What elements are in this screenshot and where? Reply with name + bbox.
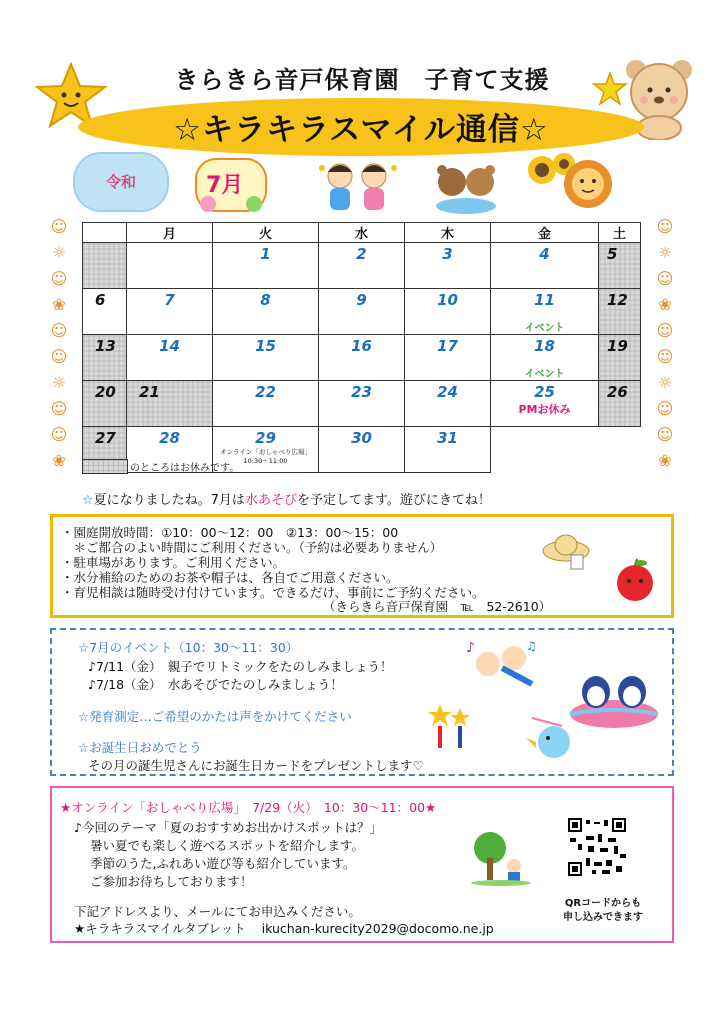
day-cell: 1 — [213, 243, 319, 289]
day-cell: 15 — [213, 335, 319, 381]
day-cell: 10 — [405, 289, 491, 335]
apple-character-icon — [613, 557, 657, 603]
day-cell: 20 — [83, 381, 127, 427]
day-cell: 7 — [127, 289, 213, 335]
apply-instructions: 下記アドレスより、メールにてお申込みください。 — [74, 904, 361, 919]
day-cell: 22 — [213, 381, 319, 427]
qr-code-icon[interactable] — [568, 818, 626, 876]
day-cell: 4 — [491, 243, 599, 289]
online-line: 季節のうた,ふれあい遊び等も紹介しています。 — [90, 856, 356, 871]
online-line: 暑い夏でも楽しく遊べるスポットを紹介します。 — [90, 838, 365, 853]
calendar-week-row — [83, 243, 641, 289]
day-cell: 14 — [127, 335, 213, 381]
era-badge: 令和 — [73, 152, 169, 212]
online-line: ご参加お待ちしております！ — [90, 874, 253, 889]
july-events-box — [50, 628, 674, 776]
summer-message: ☆夏になりましたね。7月は水あそびを予定してます。遊びにきてね！ — [82, 493, 491, 508]
sunhat-icon — [541, 527, 591, 571]
online-note: オンライン「おしゃべり広場」 — [220, 448, 311, 456]
garden-open-info-box — [50, 514, 674, 618]
info-line: ・駐車場があります。ご利用ください。 — [61, 555, 286, 570]
kids-illustration — [318, 158, 398, 214]
sparkler-icon — [428, 702, 472, 752]
calendar-week-row — [83, 381, 641, 427]
birthday-text: その月の誕生児さんにお誕生日カードをプレゼントします♡ — [88, 758, 424, 773]
lion-sunflower-illustration — [524, 150, 620, 220]
day-cell — [127, 243, 213, 289]
email-line — [74, 919, 494, 937]
day-cell: 31 — [405, 427, 491, 473]
day-cell: 27 — [83, 427, 127, 473]
online-time-note: 10:30～11:00 — [243, 457, 288, 465]
day-cell: 17 — [405, 335, 491, 381]
event-note: イベント — [524, 369, 565, 380]
bird-balloon-illustration — [522, 708, 582, 770]
event-item: ♪7/11（金） 親子でリトミックをたのしみましょう！ — [88, 659, 393, 674]
music-kids-illustration — [462, 638, 542, 698]
online-heading: ★オンライン「おしゃべり広場」 7/29（火） 10：30～11：00★ — [60, 800, 437, 815]
day-cell: 23 — [319, 381, 405, 427]
growth-measure-note: ☆発育測定…ご希望のかたは声をかけてください — [78, 709, 352, 724]
day-cell: 16 — [319, 335, 405, 381]
svg-text:♫: ♫ — [526, 639, 537, 653]
kids-left-decoration-icon: ☺ ☼ ☺ ❀ ☺ ☺ ☼ ☺ ☺ ❀ — [50, 217, 68, 470]
day-cell: 25 PMお休み — [491, 381, 599, 427]
day-cell: 30 — [319, 427, 405, 473]
weekday-mon: 月 — [127, 223, 213, 243]
day-cell: 11 イベント — [491, 289, 599, 335]
day-cell — [83, 243, 127, 289]
day-cell: 5 — [599, 243, 641, 289]
info-line: ・園庭開放時間：①10：00～12：00 ②13：00～15：00 — [61, 525, 399, 540]
email-label: ★キラキラスマイルタブレット — [74, 921, 246, 936]
day-cell — [491, 427, 599, 473]
day-cell: 12 — [599, 289, 641, 335]
info-line: ・水分補給のためのお茶や帽子は、各自でご用意ください。 — [61, 570, 399, 585]
contact-line: （きらきら音戸保育園 ℡ 52-2610） — [323, 599, 552, 614]
weekday-thu: 木 — [405, 223, 491, 243]
info-line: ＊ご都合のよい時間にご利用ください。（予約は必要ありません） — [61, 540, 443, 555]
day-cell: 21 — [127, 381, 213, 427]
day-cell: 9 — [319, 289, 405, 335]
day-cell: 3 — [405, 243, 491, 289]
events-heading: ☆7月のイベント（10：30～11：30） — [78, 640, 299, 655]
weekday-tue: 火 — [213, 223, 319, 243]
calendar-header-row — [83, 223, 641, 243]
calendar-week-row — [83, 289, 641, 335]
day-cell: 8 — [213, 289, 319, 335]
day-cell: 29 オンライン「おしゃべり広場」 10:30～11:00 — [213, 427, 319, 473]
calendar-table — [82, 222, 641, 473]
day-cell: 28 — [127, 427, 213, 473]
day-cell: 24 — [405, 381, 491, 427]
weekday-sun — [83, 223, 127, 243]
kids-right-decoration-icon: ☺ ☼ ☺ ❀ ☺ ☺ ☼ ☺ ☺ ❀ — [656, 217, 674, 470]
calendar-week-row — [83, 335, 641, 381]
email-address[interactable]: ikuchan-kurecity2029@docomo.ne.jp — [261, 921, 494, 936]
weekday-fri: 金 — [491, 223, 599, 243]
closed-legend-text: のところはお休みです。 — [130, 463, 240, 474]
online-theme: ♪今回のテーマ「夏のおすすめお出かけスポットは？」 — [74, 820, 383, 835]
closed-legend-swatch — [82, 459, 128, 474]
info-line: ・育児相談は随時受け付けています。できるだけ、事前にご予約ください。 — [61, 585, 485, 600]
day-cell: 13 — [83, 335, 127, 381]
qr-caption: QRコードからも 申し込みできます — [563, 898, 643, 923]
kids-outing-illustration — [470, 830, 532, 886]
org-title: きらきら音戸保育園 子育て支援 — [174, 66, 550, 94]
weekday-wed: 水 — [319, 223, 405, 243]
bears-illustration — [430, 160, 502, 216]
day-cell: 18 イベント — [491, 335, 599, 381]
month-badge: 7月 — [206, 173, 244, 198]
newsletter-title: ☆キラキラスマイル通信☆ — [173, 112, 549, 148]
day-cell: 26 — [599, 381, 641, 427]
pm-closed-note: PMお休み — [518, 403, 571, 416]
day-cell: 19 — [599, 335, 641, 381]
svg-text:♪: ♪ — [466, 640, 475, 656]
weekday-sat: 土 — [599, 223, 641, 243]
day-cell — [599, 427, 641, 473]
event-note: イベント — [524, 323, 565, 334]
day-cell: 6 — [83, 289, 127, 335]
birthday-heading: ☆お誕生日おめでとう — [78, 740, 202, 755]
event-item: ♪7/18（金） 水あそびでたのしみましょう！ — [88, 677, 343, 692]
day-cell: 2 — [319, 243, 405, 289]
